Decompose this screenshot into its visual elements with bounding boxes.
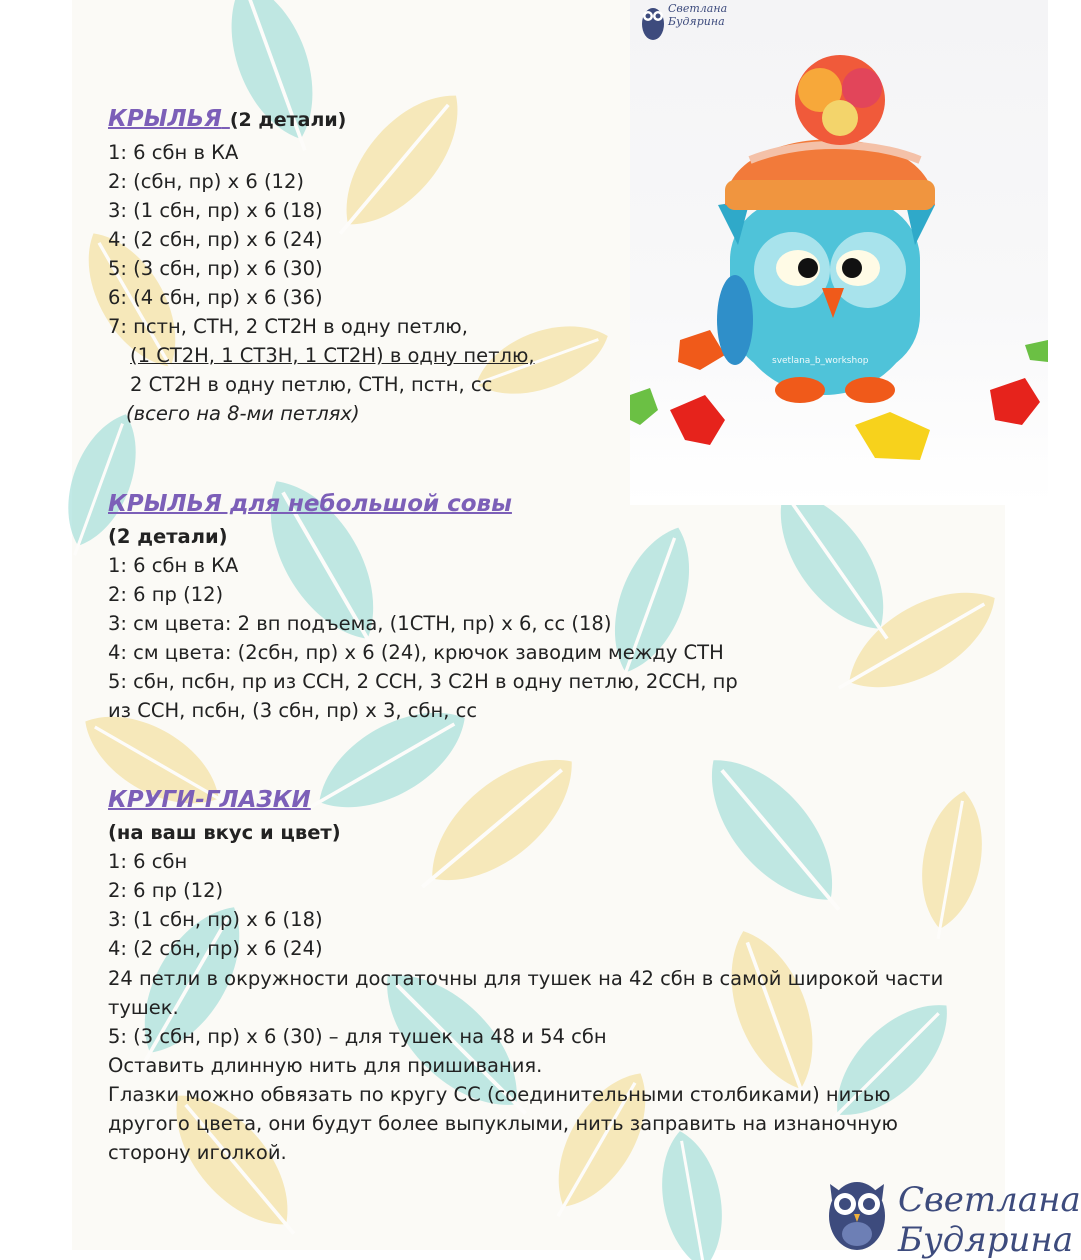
eyes-subtitle: (на ваш вкус и цвет) [108, 821, 341, 844]
eyes-row: 3: (1 сбн, пр) х 6 (18) [108, 908, 323, 931]
wings-row: 2 СТ2Н в одну петлю, СТН, пстн, сс [130, 373, 493, 396]
left-border [0, 0, 72, 1250]
eyes-row: другого цвета, они будут более выпуклыми, нить заправить на изнаночную [108, 1112, 898, 1135]
eyes-heading: КРУГИ-ГЛАЗКИ [108, 787, 311, 813]
pattern-page [72, 0, 1081, 1260]
eyes-row: 5: (3 сбн, пр) х 6 (30) – для тушек на 48 и 54 сбн [108, 1025, 607, 1048]
eyes-row: сторону иголкой. [108, 1141, 287, 1164]
wings-note: (всего на 8-ми петлях) [126, 402, 360, 425]
bottom-logo-text [898, 1180, 1081, 1260]
eyes-row: 4: (2 сбн, пр) х 6 (24) [108, 937, 323, 960]
wings-row: 3: (1 сбн, пр) х 6 (18) [108, 199, 323, 222]
small-wings-row: из ССН, псбн, (3 сбн, пр) х 3, сбн, сс [108, 699, 478, 722]
wings-subtitle: (2 детали) [229, 109, 347, 131]
wings-row: 4: (2 сбн, пр) х 6 (24) [108, 228, 323, 251]
eyes-row: 24 петли в окружности достаточны для тушек на 42 сбн в самой широкой части [108, 967, 944, 990]
top-logo-line-1: Светлана [668, 2, 728, 15]
wings-row: 7: пстн, СТН, 2 СТ2Н в одну петлю, [108, 315, 468, 338]
small-wings-row: 4: см цвета: (2сбн, пр) х 6 (24), крючок заводим между СТН [108, 641, 724, 664]
wings-row: 5: (3 сбн, пр) х 6 (30) [108, 257, 323, 280]
wings-title: КРЫЛЬЯ [108, 106, 222, 132]
small-wings-row: 5: сбн, псбн, пр из ССН, 2 ССН, 3 С2Н в одну петлю, 2ССН, пр [108, 670, 738, 693]
wings-row: 2: (сбн, пр) х 6 (12) [108, 170, 304, 193]
owl-logo-large-icon [824, 1172, 890, 1250]
bottom-logo-line-2: Будярина [898, 1220, 1074, 1260]
wings-row: 6: (4 сбн, пр) х 6 (36) [108, 286, 323, 309]
eyes-row: тушек. [108, 996, 179, 1019]
eyes-row: 2: 6 пр (12) [108, 879, 224, 902]
small-wings-row: 3: см цвета: 2 вп подъема, (1СТН, пр) х 6, сс (18) [108, 612, 612, 635]
wings-row: (1 СТ2Н, 1 СТ3Н, 1 СТ2Н) в одну петлю, [130, 344, 535, 367]
pattern-text [72, 0, 1005, 1250]
small-wings-heading: КРЫЛЬЯ для небольшой совы [108, 491, 512, 517]
small-wings-row: 1: 6 сбн в КА [108, 554, 239, 577]
bottom-logo-line-1: Светлана [898, 1180, 1081, 1220]
photo-watermark: svetlana_b_workshop [772, 356, 869, 366]
eyes-row: Оставить длинную нить для пришивания. [108, 1054, 543, 1077]
top-logo-line-2: Будярина [668, 15, 725, 28]
eyes-row: Глазки можно обвязать по кругу СС (соединительными столбиками) нитью [108, 1083, 891, 1106]
wings-heading [108, 104, 346, 135]
eyes-row: 1: 6 сбн [108, 850, 188, 873]
small-wings-subtitle: (2 детали) [108, 525, 228, 548]
small-wings-row: 2: 6 пр (12) [108, 583, 224, 606]
wings-row: 1: 6 сбн в КА [108, 141, 239, 164]
